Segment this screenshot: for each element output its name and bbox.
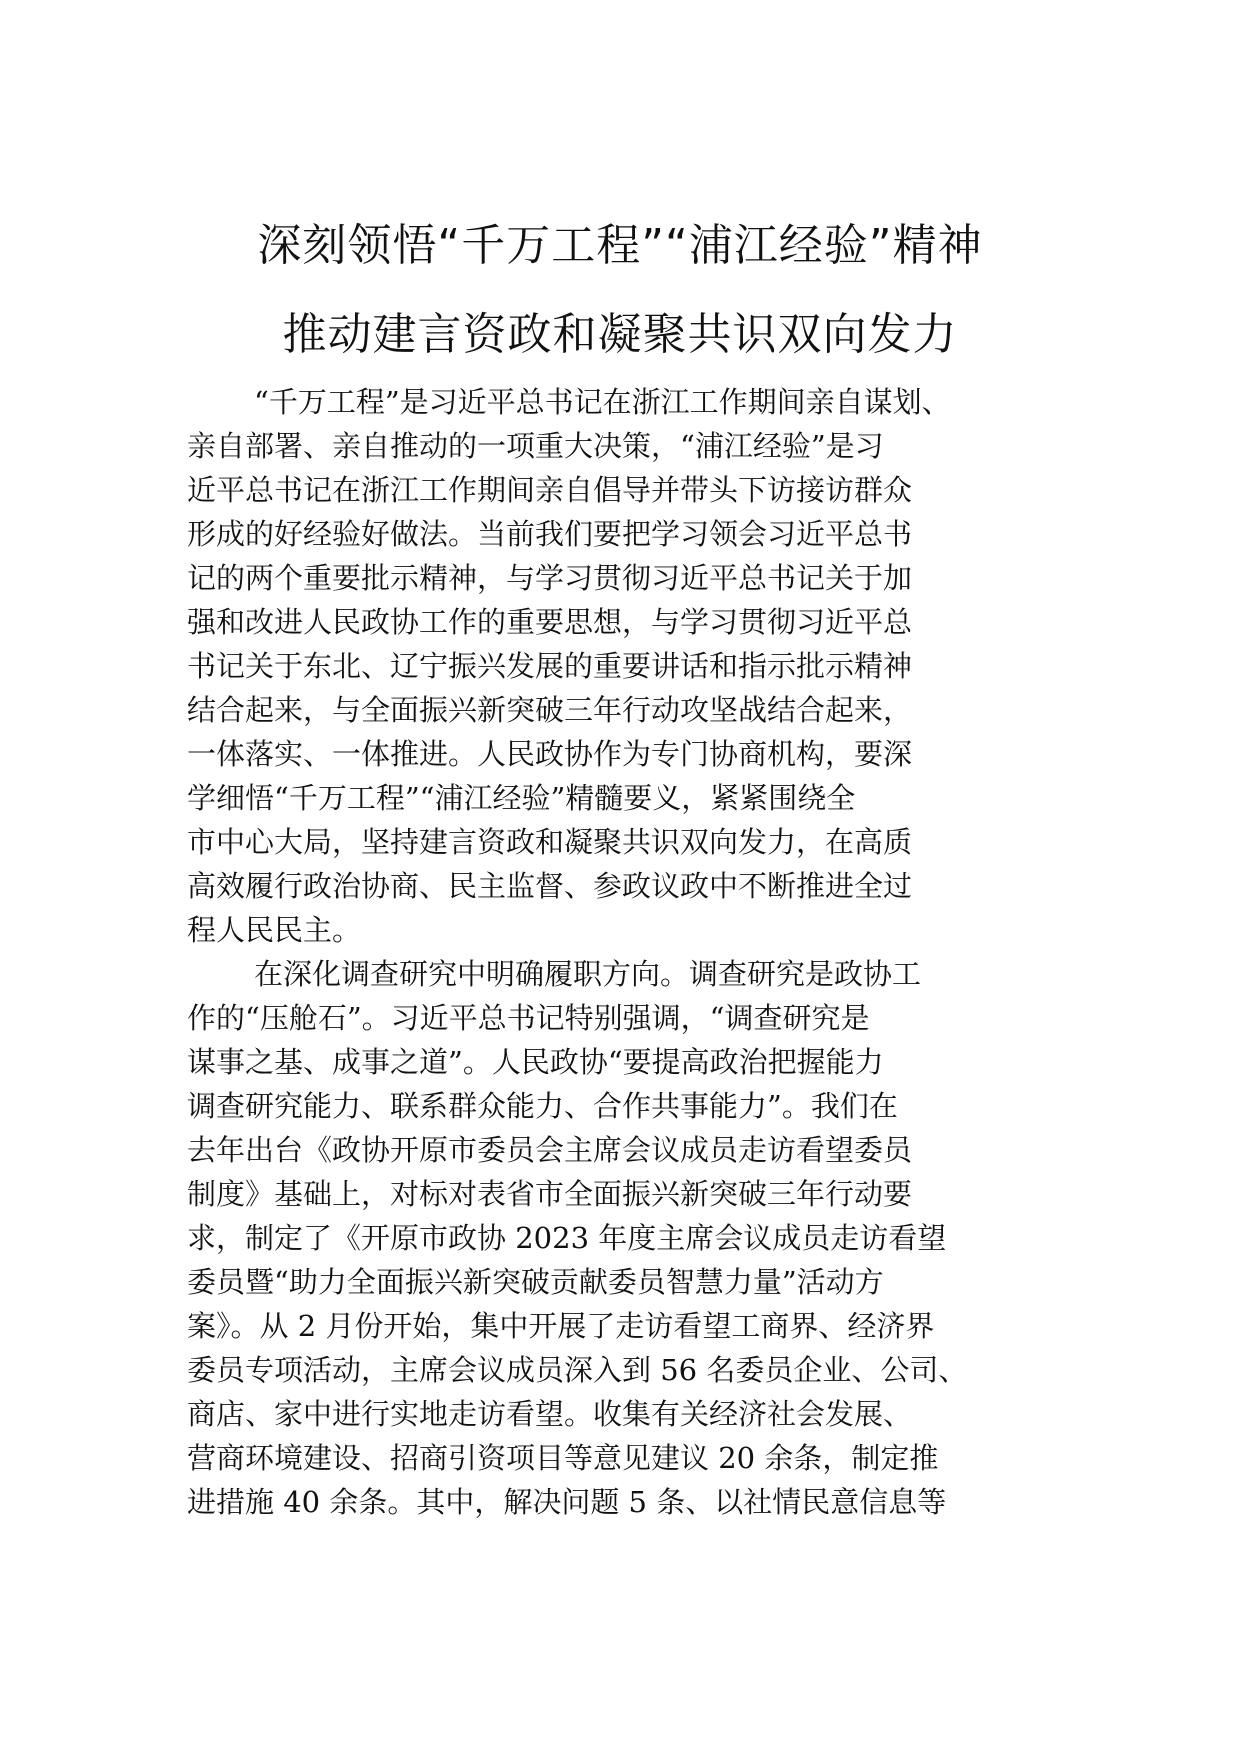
paragraph-line: 学细悟“千万工程”“浦江经验”精髓要义，紧紧围绕全 <box>187 781 856 815</box>
paragraph-line: 营商环境建设、招商引资项目等意见建议 20 余条，制定推 <box>187 1441 939 1475</box>
paragraph-line: 制度》基础上，对标对表省市全面振兴新突破三年行动要 <box>187 1177 913 1211</box>
paragraph-2 <box>187 952 1067 1524</box>
paragraph-line: 亲自部署、亲自推动的一项重大决策，“浦江经验”是习 <box>187 429 884 463</box>
paragraph-line: 在深化调查研究中明确履职方向。调查研究是政协工 <box>254 957 922 991</box>
paragraph-line: 记的两个重要批示精神，与学习贯彻习近平总书记关于加 <box>187 561 913 595</box>
paragraph-line: 商店、家中进行实地走访看望。收集有关经济社会发展、 <box>187 1397 913 1431</box>
document-title-line-2: 推动建言资政和凝聚共识双向发力 <box>282 309 958 360</box>
paragraph-line: 谋事之基、成事之道”。人民政协“要提高政治把握能力 <box>187 1045 884 1079</box>
paragraph-line: 程人民民主。 <box>187 913 362 947</box>
document-title-line-1: 深刻领悟“千万工程”“浦江经验”精神 <box>257 220 983 271</box>
paragraph-line: 结合起来，与全面振兴新突破三年行动攻坚战结合起来， <box>187 693 913 727</box>
paragraph-line: “千万工程”是习近平总书记在浙江工作期间亲自谋划、 <box>254 385 951 419</box>
paragraph-line: 委员暨“助力全面振兴新突破贡献委员智慧力量”活动方 <box>187 1265 884 1299</box>
paragraph-line: 形成的好经验好做法。当前我们要把学习领会习近平总书 <box>187 517 913 551</box>
paragraph-line: 进措施 40 余条。其中，解决问题 5 条、以社情民意信息等 <box>187 1485 947 1519</box>
paragraph-line: 强和改进人民政协工作的重要思想，与学习贯彻习近平总 <box>187 605 913 639</box>
paragraph-line: 委员专项活动，主席会议成员深入到 56 名委员企业、公司、 <box>187 1353 968 1387</box>
paragraph-line: 高效履行政治协商、民主监督、参政议政中不断推进全过 <box>187 869 913 903</box>
paragraph-line: 去年出台《政协开原市委员会主席会议成员走访看望委员 <box>187 1133 913 1167</box>
paragraph-line: 案》。从 2 月份开始，集中开展了走访看望工商界、经济界 <box>187 1309 935 1343</box>
paragraph-1 <box>187 380 1067 952</box>
paragraph-line: 调查研究能力、联系群众能力、合作共事能力”。我们在 <box>187 1089 898 1123</box>
paragraph-line: 求，制定了《开原市政协 2023 年度主席会议成员走访看望 <box>187 1221 947 1255</box>
paragraph-line: 一体落实、一体推进。人民政协作为专门协商机构，要深 <box>187 737 913 771</box>
paragraph-line: 市中心大局，坚持建言资政和凝聚共识双向发力，在高质 <box>187 825 913 859</box>
paragraph-line: 近平总书记在浙江工作期间亲自倡导并带头下访接访群众 <box>187 473 913 507</box>
paragraph-line: 书记关于东北、辽宁振兴发展的重要讲话和指示批示精神 <box>187 649 913 683</box>
paragraph-line: 作的“压舱石”。习近平总书记特别强调，“调查研究是 <box>187 1001 870 1035</box>
